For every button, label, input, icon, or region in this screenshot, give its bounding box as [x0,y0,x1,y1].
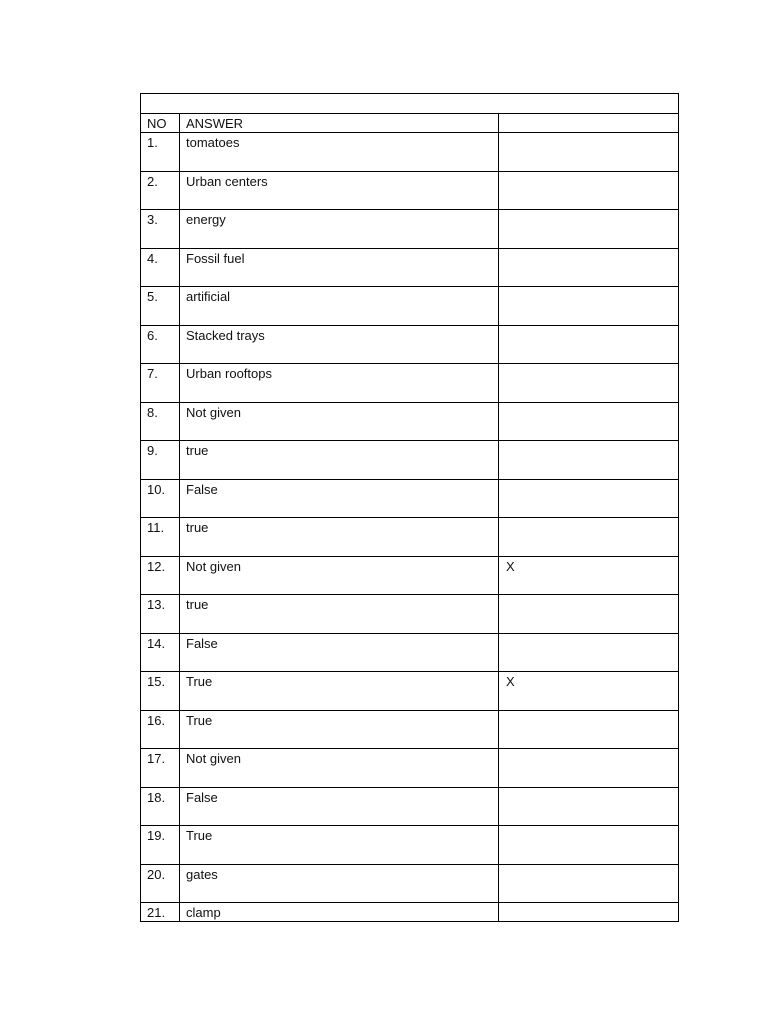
table-row [141,287,679,326]
row-number: 12. [141,556,180,595]
answer-table-body [141,94,679,922]
row-mark [499,518,679,557]
row-mark [499,287,679,326]
table-row [141,787,679,826]
row-answer: clamp [180,903,499,922]
row-mark [499,402,679,441]
table-row [141,518,679,557]
row-answer: True [180,710,499,749]
row-number: 11. [141,518,180,557]
row-mark [499,633,679,672]
row-mark [499,171,679,210]
row-number: 16. [141,710,180,749]
table-row [141,595,679,634]
row-mark [499,595,679,634]
table-row [141,826,679,865]
table-row [141,325,679,364]
row-mark [499,710,679,749]
row-answer: Urban rooftops [180,364,499,403]
row-answer: False [180,787,499,826]
row-answer: gates [180,864,499,903]
row-answer: energy [180,210,499,249]
row-answer: False [180,633,499,672]
table-row [141,903,679,922]
row-mark [499,787,679,826]
row-number: 18. [141,787,180,826]
row-mark [499,133,679,172]
row-answer: true [180,441,499,480]
row-number: 5. [141,287,180,326]
table-row [141,133,679,172]
table-row [141,864,679,903]
row-answer: true [180,595,499,634]
row-mark [499,364,679,403]
row-number: 9. [141,441,180,480]
row-answer: True [180,672,499,711]
header-answer: ANSWER [180,114,499,133]
row-number: 15. [141,672,180,711]
row-answer: Not given [180,556,499,595]
row-mark: X [499,672,679,711]
row-answer: Not given [180,749,499,788]
row-number: 8. [141,402,180,441]
table-row [141,749,679,788]
table-row [141,364,679,403]
row-answer: Stacked trays [180,325,499,364]
row-number: 3. [141,210,180,249]
table-title-cell [141,94,679,114]
row-mark [499,864,679,903]
row-number: 1. [141,133,180,172]
row-answer: true [180,518,499,557]
row-number: 6. [141,325,180,364]
table-row [141,441,679,480]
table-row [141,479,679,518]
row-mark: X [499,556,679,595]
table-row [141,556,679,595]
row-mark [499,325,679,364]
row-number: 21. [141,903,180,922]
row-mark [499,903,679,922]
row-mark [499,248,679,287]
table-header-row [141,114,679,133]
answer-table [140,93,679,922]
table-row [141,710,679,749]
table-row [141,402,679,441]
row-answer: artificial [180,287,499,326]
row-number: 13. [141,595,180,634]
row-answer: tomatoes [180,133,499,172]
row-number: 20. [141,864,180,903]
row-number: 10. [141,479,180,518]
row-number: 2. [141,171,180,210]
table-title-row [141,94,679,114]
row-mark [499,479,679,518]
table-row [141,171,679,210]
table-row [141,210,679,249]
row-mark [499,749,679,788]
row-number: 19. [141,826,180,865]
row-number: 7. [141,364,180,403]
row-mark [499,826,679,865]
row-answer: False [180,479,499,518]
table-row [141,672,679,711]
row-answer: True [180,826,499,865]
header-mark [499,114,679,133]
row-mark [499,210,679,249]
table-row [141,633,679,672]
table-row [141,248,679,287]
row-answer: Urban centers [180,171,499,210]
row-number: 14. [141,633,180,672]
row-number: 4. [141,248,180,287]
row-answer: Not given [180,402,499,441]
header-no: NO [141,114,180,133]
row-answer: Fossil fuel [180,248,499,287]
row-mark [499,441,679,480]
row-number: 17. [141,749,180,788]
